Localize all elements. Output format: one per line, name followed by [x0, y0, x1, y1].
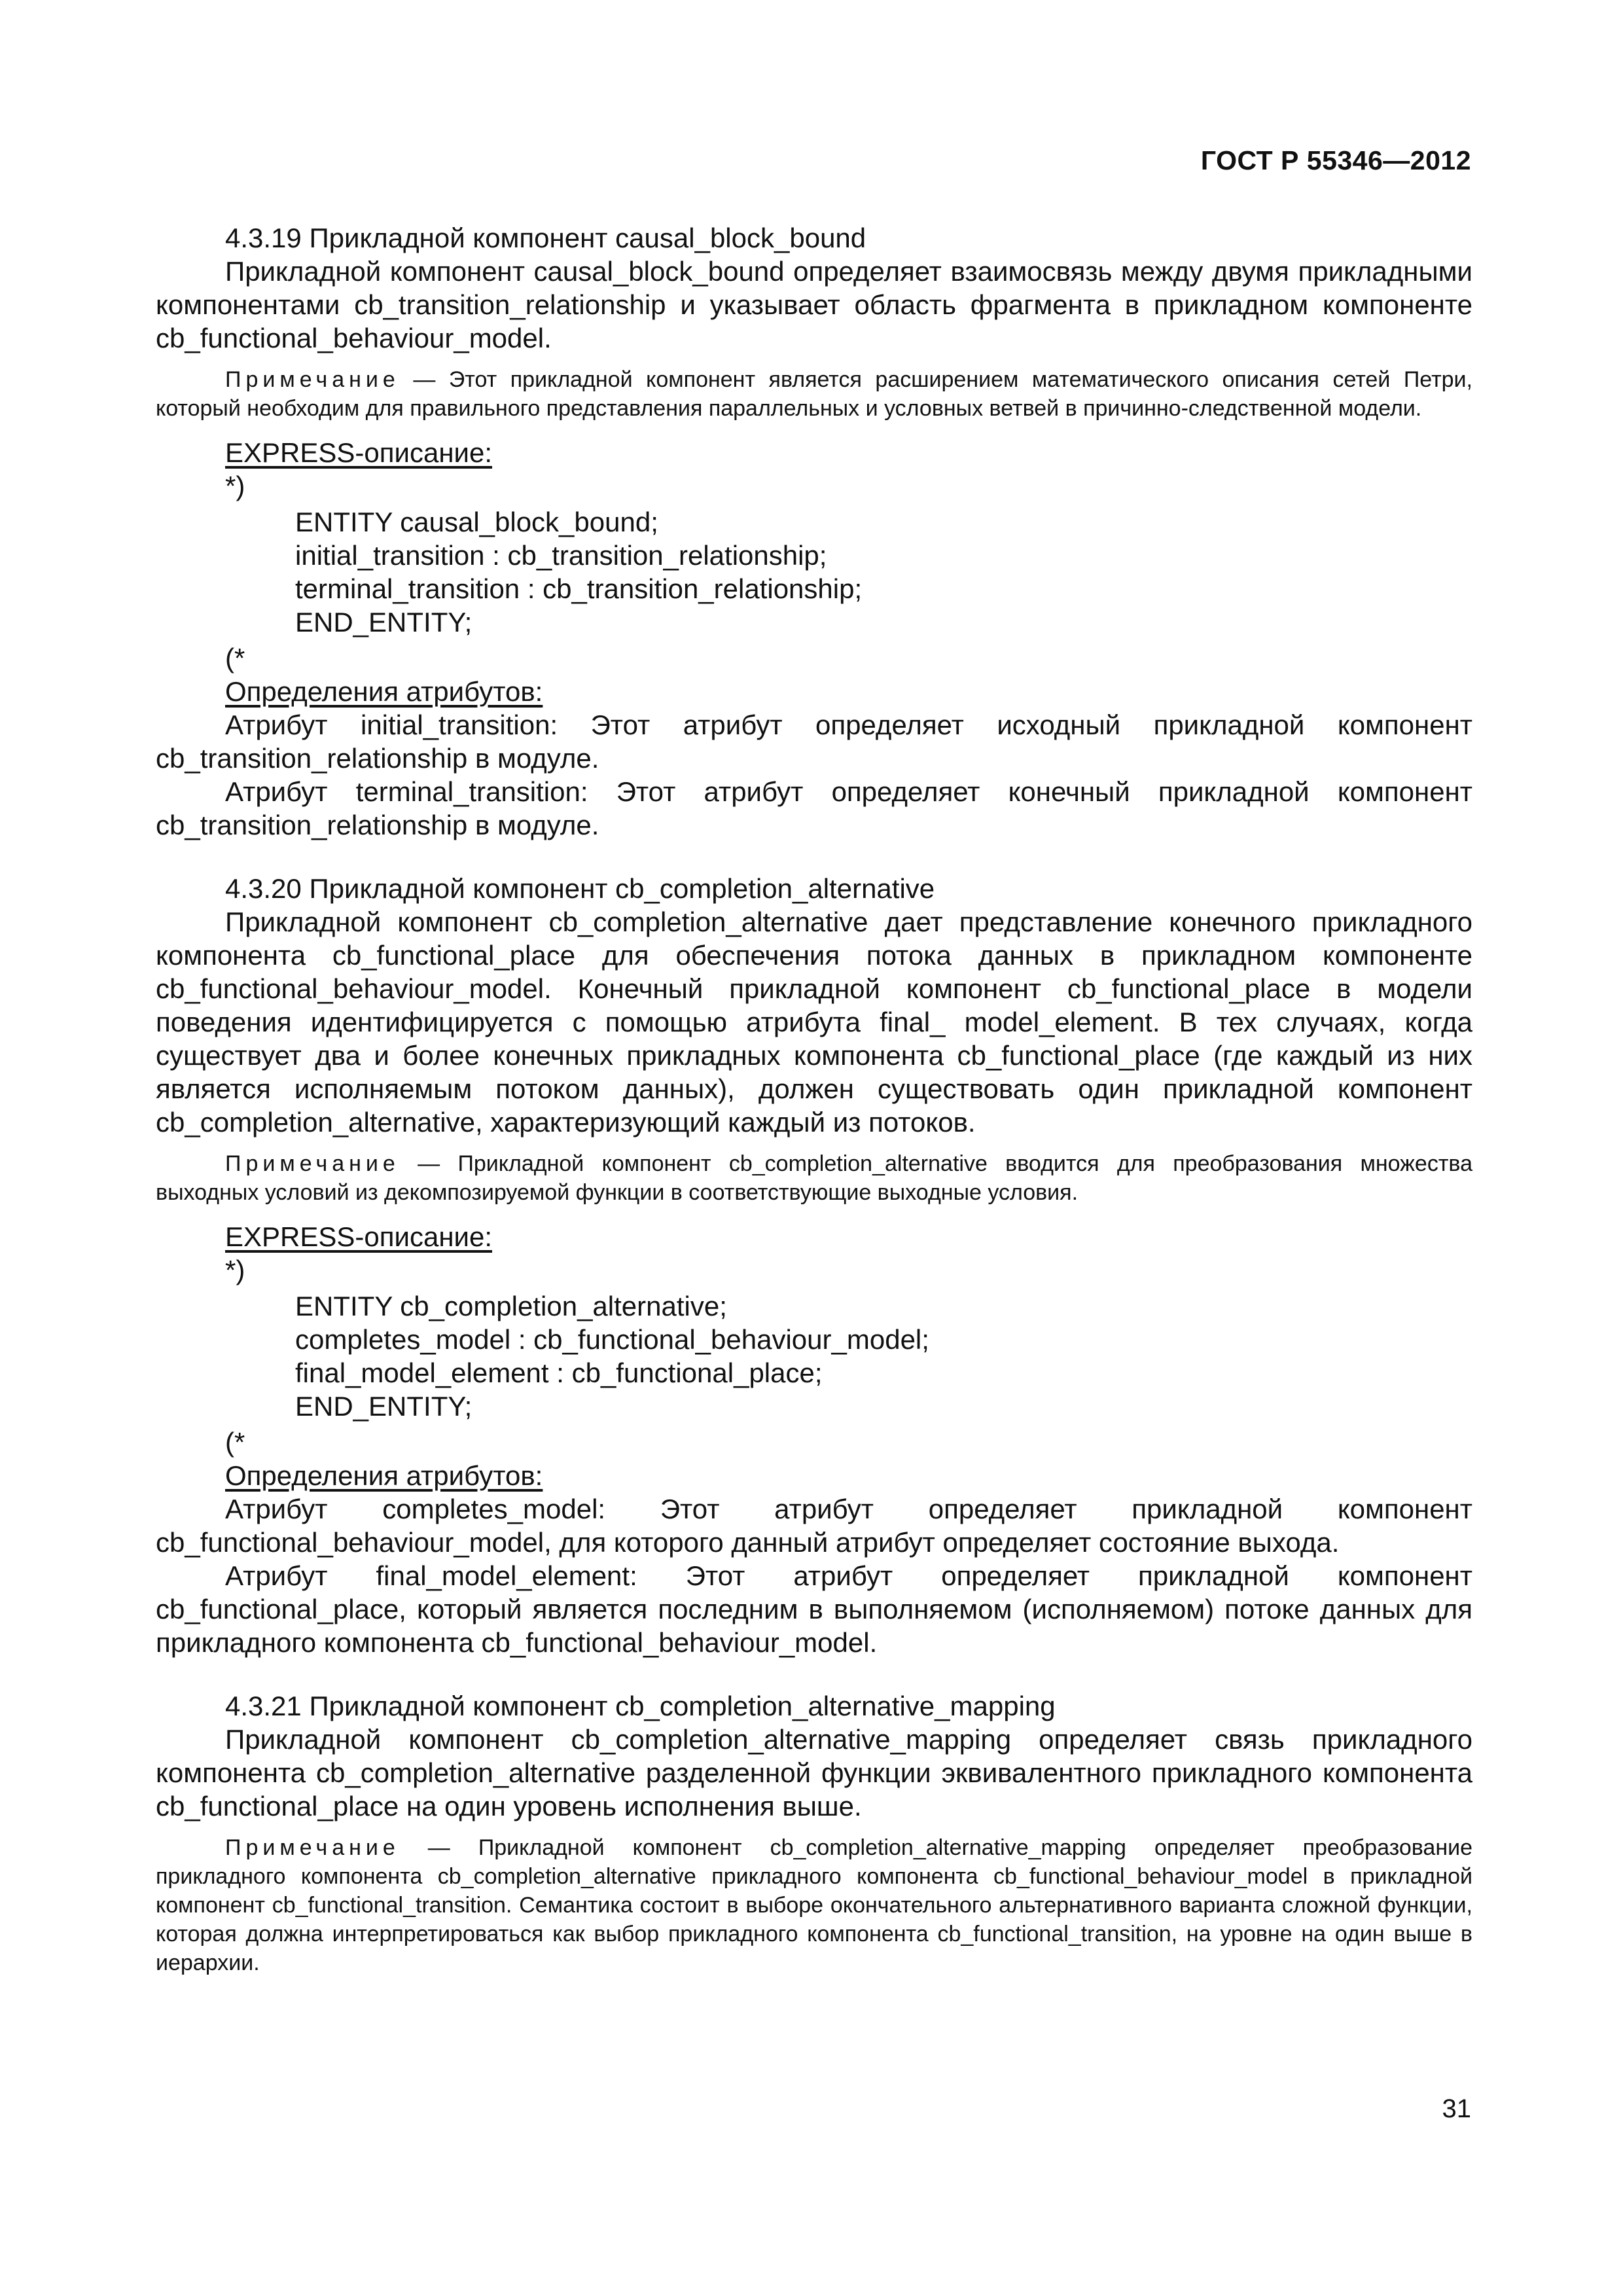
entity-line: final_model_element : cb_functional_place; [295, 1357, 823, 1388]
entity-line: END_ENTITY; [295, 607, 473, 637]
section-heading: 4.3.20 Прикладной компонент cb_completion_alternative [225, 873, 935, 904]
express-open-marker: *) [225, 1255, 245, 1285]
section-heading: 4.3.21 Прикладной компонент cb_completion_alternative_mapping [225, 1691, 1056, 1721]
section-description: Прикладной компонент cb_completion_alternative_mapping определяет связь прикладного компонента cb_completion_alternative разделенной функции эквивалентного прикладного компонента cb_functional_place на один уровень исполнения выше. [156, 1724, 1472, 1821]
entity-line: END_ENTITY; [295, 1391, 473, 1422]
express-open-marker: *) [225, 471, 245, 501]
section-description: Прикладной компонент causal_block_bound определяет взаимосвязь между двумя прикладными компонентами cb_transition_relationship и указывает область фрагмента в прикладном компоненте cb_functional_behaviour_model. [156, 256, 1472, 353]
attribute-definition: Атрибут completes_model: Этот атрибут определяет прикладной компонент cb_functional_behaviour_model, для которого данный атрибут определяет состояние выхода. [156, 1494, 1472, 1558]
section-note [156, 1149, 1472, 1207]
express-close-marker: (* [225, 1427, 245, 1458]
express-label: EXPRESS-описание: [225, 1221, 493, 1252]
note-text: — Прикладной компонент cb_completion_alternative_mapping определяет преобразование прикладного компонента cb_completion_alternative прикладного компонента cb_functional_behaviour_model в прикладной компонент cb_functional_transition. Семантика состоит в выборе окончательного альтернативного варианта сложной функции, которая должна интерпретироваться как выбор прикладного компонента cb_functional_transition, на уровне на один выше в иерархии. [156, 1835, 1472, 1975]
attributes-label: Определения атрибутов: [225, 676, 543, 707]
section-4-3-21 [156, 1689, 1472, 1977]
note-label: Примечание [225, 1151, 400, 1176]
section-note [156, 365, 1472, 423]
entity-line: completes_model : cb_functional_behaviour_model; [295, 1324, 929, 1355]
note-label: Примечание [225, 1835, 400, 1860]
entity-line: ENTITY causal_block_bound; [295, 507, 658, 537]
section-description: Прикладной компонент cb_completion_alternative дает представление конечного прикладного компонента cb_functional_place для обеспечения потока данных в прикладном компоненте cb_functional_behaviour_model. Конечный прикладной компонент cb_functional_place в модели поведения идентифицируется с помощью атрибута final_ model_element. В тех случаях, когда существует два и более конечных прикладных компонента cb_functional_place (где каждый из них является исполняемым потоком данных), должен существовать один прикладной компонент cb_completion_alternative, характеризующий каждый из потоков. [156, 906, 1472, 1138]
note-label: Примечание [225, 367, 400, 392]
entity-line: initial_transition : cb_transition_relationship; [295, 540, 827, 571]
express-close-marker: (* [225, 643, 245, 673]
attribute-definition: Атрибут final_model_element: Этот атрибут определяет прикладной компонент cb_functional_place, который является последним в выполняемом (исполняемом) потоке данных для прикладного компонента cb_functional_behaviour_model. [156, 1560, 1472, 1658]
entity-line: terminal_transition : cb_transition_relationship; [295, 573, 863, 604]
section-note [156, 1833, 1472, 1977]
document-body [156, 221, 1472, 2007]
express-label: EXPRESS-описание: [225, 437, 493, 468]
note-text: — Этот прикладной компонент является расширением математического описания сетей Петри, который необходим для правильного представления параллельных и условных ветвей в причинно-следственной модели. [156, 367, 1472, 421]
section-heading: 4.3.19 Прикладной компонент causal_block_bound [225, 223, 866, 253]
page-number: 31 [1442, 2094, 1471, 2123]
attribute-definition: Атрибут terminal_transition: Этот атрибут определяет конечный прикладной компонент cb_transition_relationship в модуле. [156, 776, 1472, 840]
attributes-label: Определения атрибутов: [225, 1460, 543, 1491]
attribute-definition: Атрибут initial_transition: Этот атрибут определяет исходный прикладной компонент cb_transition_relationship в модуле. [156, 709, 1472, 774]
section-4-3-20 [156, 872, 1472, 1659]
note-text: — Прикладной компонент cb_completion_alternative вводится для преобразования множества выходных условий из декомпозируемой функции в соответствующие выходные условия. [156, 1151, 1472, 1205]
section-4-3-19 [156, 221, 1472, 842]
entity-line: ENTITY cb_completion_alternative; [295, 1291, 727, 1321]
document-standard-header: ГОСТ Р 55346—2012 [1200, 145, 1471, 175]
